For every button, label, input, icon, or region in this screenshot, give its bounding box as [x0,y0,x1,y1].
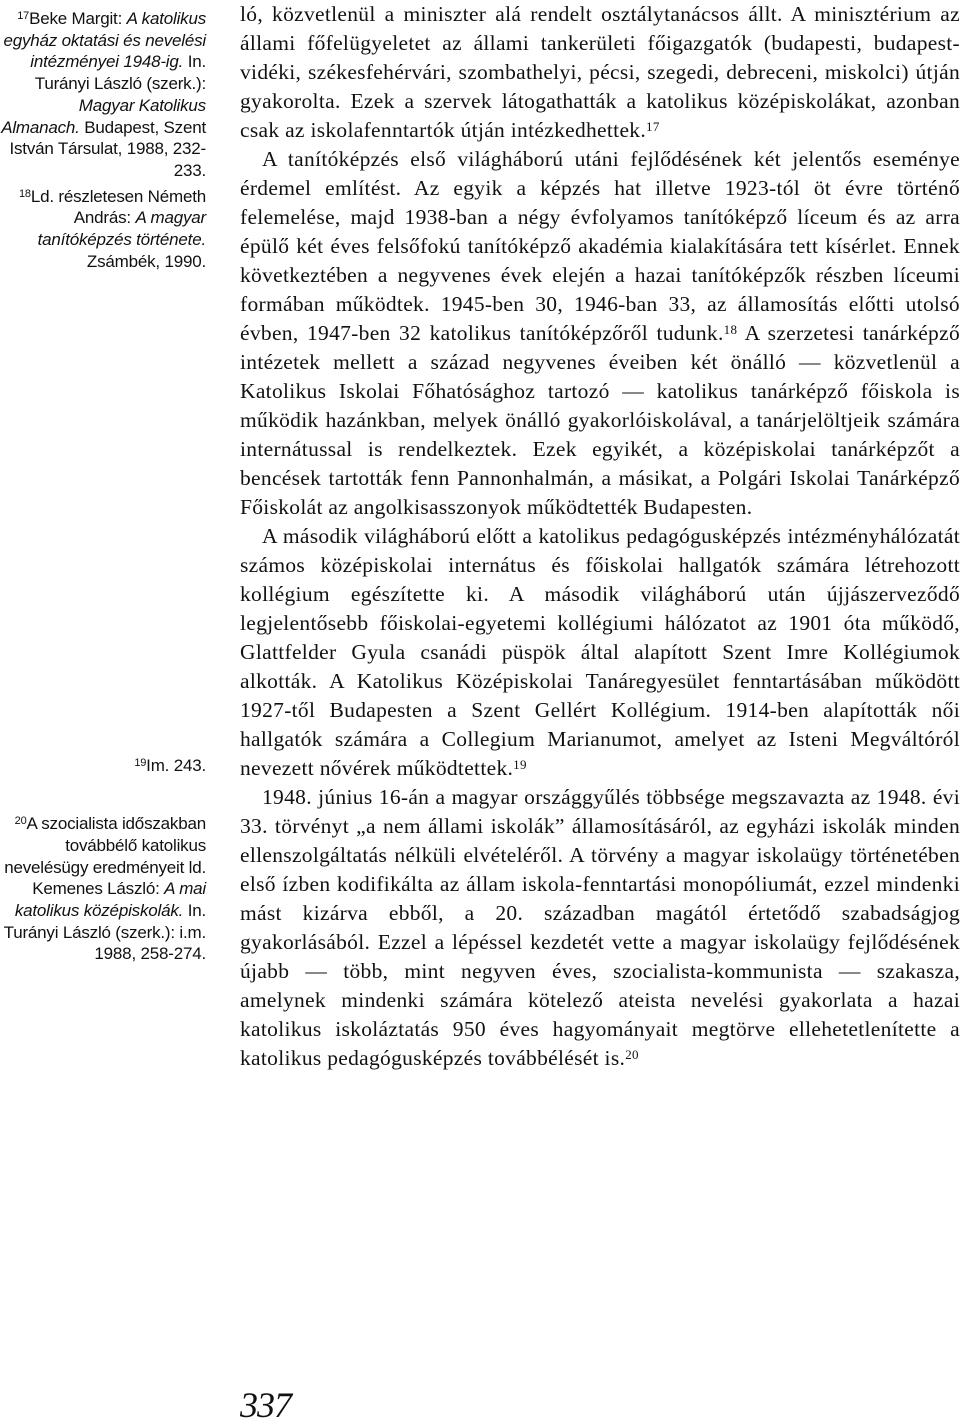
paragraph-text: A tanítóképzés első világháború utáni fejlődésének két jelentős eseménye érdemel említést. Az egyik a képzés hat illetve 1923-tól öt évre történő felemelése, majd 1938-ban a négy évfolyamos tanítóképző líceum és az arra épülő két éves felsőfokú tanítóképző akadémia kialakítására tett kísérlet. Ennek következtében a negyvenes évek elején a hazai tanítóképzők részben líceumi formában működtek. 1945-ben 30, 1946-ban 33, az államosítás előtti utolsó évben, 1947-ben 32 katolikus tanítóképzőről tudunk. [240,147,960,345]
footnote-source: Magyar Katolikus Almanach. [1,95,206,137]
body-paragraph-3 [240,522,960,783]
footnote-20 [0,813,206,965]
body-paragraph-4 [240,783,960,1073]
footnote-number: 18 [19,187,31,200]
footnote-title: A mai katolikus középiskolák. [14,879,206,920]
main-text-column [240,0,960,1073]
footnote-text: Ld. részletesen Németh András: [30,186,206,228]
body-paragraph-2 [240,145,960,522]
footnote-ref-19: 19 [513,757,527,772]
footnote-number: 19 [134,757,147,770]
footnote-title: A magyar tanítóképzés története. [37,208,206,250]
footnote-ref-20: 20 [625,1047,639,1062]
paragraph-text: ló, közvetlenül a miniszter alá rendelt osztálytanácsos állt. A minisztérium az állami főfelügyeletet az állami tankerületi főigazgatók (budapesti, budapest-vidéki, székesfehérvári, szombathelyi, pécsi, szegedi, debreceni, miskolci) útján gyakorolta. Ezek a szervek látogathatták a katolikus középiskolákat, azonban csak az iskolafenntartók útján intézkedhettek. [240,2,960,142]
footnote-17 [0,8,206,182]
page-number: 337 [240,1385,291,1425]
footnote-title: A katolikus egyház oktatási és nevelési intézményei 1948-ig. [3,9,206,72]
paragraph-text: 1948. június 16-án a magyar országgyűlés többsége megszavazta az 1948. évi 33. törvényt „a nem állami iskolák” államosításáról, az egyházi iskolák minden ellenszolgáltatás nélküli elvételéről. A törvény a magyar iskolaügy történetében első ízben kodifikálta az állam iskola-fenntartási monopóliumát, ezzel mindenki mást kizárva ebből, a 20. században magától értetődő szabadságjog gyakorlásából. Ezzel a lépéssel kezdetét vette a magyar iskolaügy fejlődésének újabb — több, mint negyven éves, szocialista-kommunista — szakasza, amelynek mindenki számára kötelező ateista nevelési gyakorlata a hazai katolikus iskoláztatás 950 éves hagyományait megtörve ellehetetlenítette a katolikus pedagógusképzés továbbélését is. [240,785,960,1070]
footnote-number: 20 [14,815,27,828]
footnote-text: Beke Margit: [29,9,127,28]
footnote-publication: Budapest, Szent István Társulat, 1988, 232-233. [9,117,206,180]
footnote-18 [0,186,206,273]
footnote-text: In. Turányi László (szerk.): [34,52,206,94]
paragraph-text: A második világháború előtt a katolikus pedagógusképzés intézményhálózatát számos középiskolai internátus és főiskolai hallgatók számára létrehozott kollégium egészítette ki. A második világháború után újjászerveződő legjelentősebb főiskolai-egyetemi kollégiumi hálózatot az 1901 óta működő, Glattfelder Gyula csanádi püspök által alapított Szent Imre Kollégiumok alkották. A Katolikus Középiskolai Tanáregyesület fenntartásában működött 1927-től Budapesten a Szent Gellért Kollégium. 1914-ben alapították női hallgatók számára a Collegium Marianumot, amelyet az Isteni Megváltóról nevezett nővérek működtettek. [240,524,960,780]
footnote-text: A szocialista időszakban továbbélő katolikus nevelésügy eredményeit ld. Kemenes László: [4,814,206,899]
footnote-publication: In. Turányi László (szerk.): i.m. 1988, 258-274. [3,900,206,964]
footnote-ref-18: 18 [723,322,738,337]
paragraph-text: A szerzetesi tanárképző intézetek mellett a század negyvenes éveiben két önálló — közvetlenül a Katolikus Iskolai Főhatósághoz tartozó — katolikus tanárképző főiskola is működik hazánkban, melyek önálló gyakorlóiskolával, a tanárjelöltjeik számára internátussal is rendelkeztek. Ezek egyikét, a középiskolai tanárképzőt a bencések tartották fenn Pannonhalmán, a másikat, a Polgári Iskolai Tanárképző Főiskolát az angolkisasszonyok működtették Budapesten. [240,321,960,519]
body-paragraph-1 [240,0,960,145]
footnote-number: 17 [17,10,30,22]
footnote-text: Im. 243. [146,756,206,776]
footnote-19 [0,755,206,777]
footnotes-column [0,8,206,965]
footnote-publication: Zsámbék, 1990. [86,251,206,271]
footnote-ref-17: 17 [646,119,660,134]
